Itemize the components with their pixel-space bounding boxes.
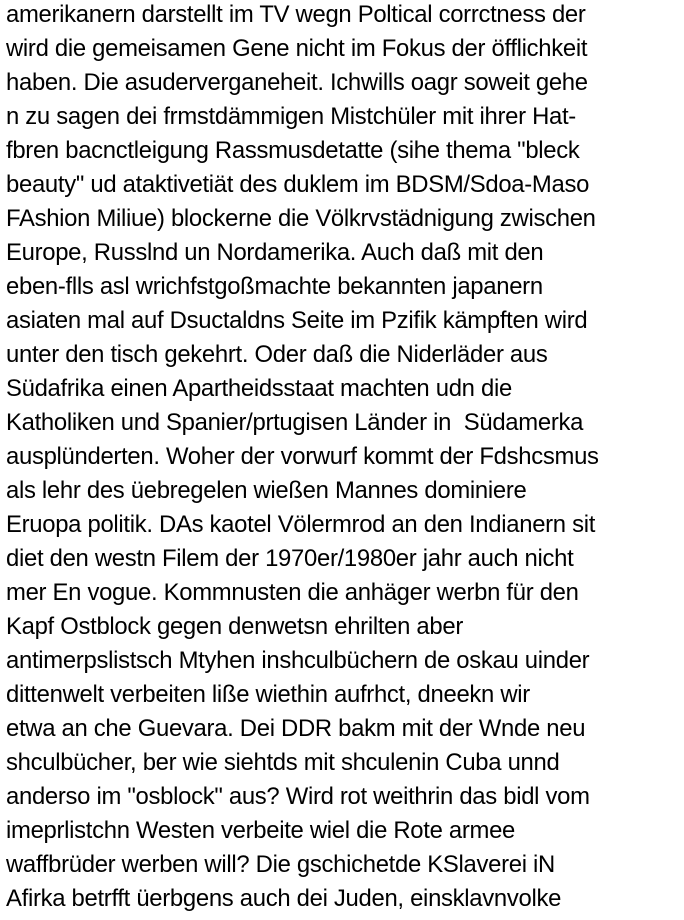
- body-text: [6, 0, 682, 916]
- text-line: asiaten mal auf Dsuctaldns Seite im Pzifik kämpften wird: [6, 307, 588, 334]
- text-line: mer En vogue. Kommnusten die anhäger werbn für den: [6, 579, 579, 606]
- text-line: amerikanern darstellt im TV wegn Poltical corrctness der: [6, 1, 586, 28]
- text-line: haben. Die asuderverganeheit. Ichwills oagr soweit gehe: [6, 69, 588, 96]
- text-line: ausplünderten. Woher der vorwurf kommt der Fdshcsmus: [6, 443, 599, 470]
- text-line: imeprlistchn Westen verbeite wiel die Rote armee: [6, 817, 516, 844]
- text-line: Südafrika einen Apartheidsstaat machten udn die: [6, 375, 512, 402]
- text-line: dittenwelt verbeiten liße wiethin aufrhct, dneekn wir: [6, 681, 530, 708]
- text-line: FAshion Miliue) blockerne die Völkrvstädnigung zwischen: [6, 205, 596, 232]
- text-line: etwa an che Guevara. Dei DDR bakm mit der Wnde neu: [6, 715, 586, 742]
- text-line: Eruopa politik. DAs kaotel Völermrod an den Indianern sit: [6, 511, 596, 538]
- text-line: Kapf Ostblock gegen denwetsn ehrilten aber: [6, 613, 463, 640]
- text-line: diet den westn Filem der 1970er/1980er jahr auch nicht: [6, 545, 574, 572]
- text-line: wird die gemeisamen Gene nicht im Fokus der öfflichkeit: [6, 35, 588, 62]
- text-line: Europe, Russlnd un Nordamerika. Auch daß mit den: [6, 239, 544, 266]
- text-line: Katholiken und Spanier/prtugisen Länder in Südamerka: [6, 409, 584, 436]
- text-line: unter den tisch gekehrt. Oder daß die Niderläder aus: [6, 341, 548, 368]
- text-line: Afirka betrfft üerbgens auch dei Juden, einsklavnvolke: [6, 885, 562, 912]
- text-line: als lehr des üebregelen wießen Mannes dominiere: [6, 477, 527, 504]
- text-line: antimerpslistsch Mtyhen inshculbüchern de oskau uinder: [6, 647, 590, 674]
- text-line: fbren bacnctleigung Rassmusdetatte (sihe thema "bleck: [6, 137, 580, 164]
- text-line: anderso im "osblock" aus? Wird rot weithrin das bidl vom: [6, 783, 590, 810]
- text-line: n zu sagen dei frmstdämmigen Mistchüler mit ihrer Hat-: [6, 103, 576, 130]
- text-line: beauty" ud ataktivetiät des duklem im BDSM/Sdoa-Maso: [6, 171, 590, 198]
- text-line: waffbrüder werben will? Die gschichetde KSlaverei iN: [6, 851, 555, 878]
- text-line: shculbücher, ber wie siehtds mit shculenin Cuba unnd: [6, 749, 560, 776]
- text-line: eben-flls asl wrichfstgoßmachte bekannten japanern: [6, 273, 543, 300]
